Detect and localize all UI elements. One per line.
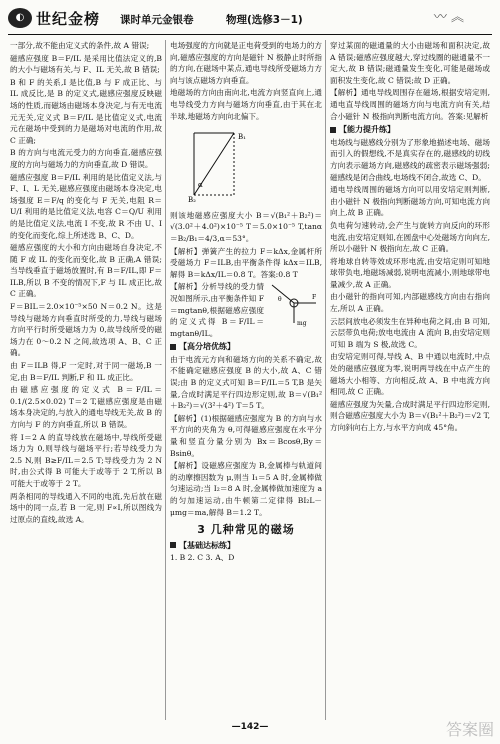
answer-text: 负电荷匀速转动,会产生与旋转方向反向的环形电流,由安培定则知,在圆盘中心处磁场方向向左,所以小磁针 N 极指向左,故 C 正确。 <box>330 220 490 254</box>
column-middle <box>170 40 322 565</box>
fig-label-alpha: α <box>198 181 203 190</box>
answer-text: 电场强度的方向就是正电荷受到的电场力的方向,磁感应强度的方向是磁针 N 极静止时所指的方向,在磁场中某点,通电导线所受磁场力方向与该点磁场方向垂直。 <box>170 41 322 85</box>
series-title: 课时单元金银卷 <box>120 14 194 26</box>
subject-title: 物理(选修3－1) <box>226 14 303 26</box>
answer-text: 两条相同的导线通入不同的电流,先后放在磁场中的同一点,若 B 一定,则 F∝I,所以图线为过原点的直线,故选 A。 <box>10 491 162 524</box>
column-divider <box>325 40 326 720</box>
answer-text: 【解析】分析导线的受力情况如图所示,由平衡条件知 F＝mgtanθ,根据磁感应强度的定义式得 B＝F/IL＝mgtanθ/IL。 <box>170 282 264 338</box>
answer-text: 地磁场的方向由南向北,电流方向竖直向上,通电导线受力方向与磁场方向垂直,由于其在北半球,地磁场方向向北偏下。 <box>170 88 322 121</box>
answer-text: 将 I＝2 A 的直导线放在磁场中,导线所受磁场力为 0,则导线与磁场平行;若导线受力为 2.5 N,则 B≥F/IL＝2.5 T;导线受力为 2 N 时,由公式得 B 可能大于或等于 2 T,所以 B 可能大于或等于 2 T。 <box>10 432 162 488</box>
section-heading: 【基础达标练】 <box>170 540 322 552</box>
answer-text: 【解析】弹簧产生的拉力 F＝kΔx,金属杆所受磁场力 F＝ILB,由平衡条件得 kΔx＝ILB,解得 B＝kΔx/IL＝0.8 T。答案:0.8 T <box>170 246 322 279</box>
column-right <box>330 40 490 435</box>
answer-text: B 的方向与电流元受力的方向垂直,磁感应强度的方向与磁场力的方向垂直,故 D 错误。 <box>10 148 162 169</box>
answer-text: 磁感应强度为矢量,合成时满足平行四边形定则,则合磁感应强度大小为 B＝√(B₁²＋B₂²)＝√2 T,方向斜向右上方,与水平方向成 45°角。 <box>330 399 490 432</box>
force-diagram-svg <box>266 281 322 327</box>
answer-text: 磁感应强度的大小和方向由磁场自身决定,不随 F 或 IL 的变化而变化,故 B 正确,A 错误;当导线垂直于磁场放置时,有 B＝F/IL,即 F＝ILB,所以 B 不变的情况下,F 与 IL 成正比,故 C 正确。 <box>10 243 162 299</box>
fig-label-mg: mg <box>297 320 307 328</box>
answer-text: 云层间放电必须发生在异种电荷之间,由 B 可知,云层带负电荷;放电电流由 A 流向 B,由安培定则可知 B 端为 S 极,故选 C。 <box>330 316 490 349</box>
section-heading: 【高分培优练】 <box>170 341 322 353</box>
header-rule <box>8 34 492 35</box>
fig-label-b2: B₂ <box>188 196 196 204</box>
fig-label-b1: B₁ <box>238 133 246 142</box>
answer-text: 磁感应强度 B＝F/IL 是采用比值法定义的,B 的大小与磁场有关,与 F、IL 无关,故 B 错误; <box>10 53 162 75</box>
answer-text: 通电导线周围的磁场方向可以用安培定则判断,由小磁针 N 极指向判断磁场方向,可知电流方向向上,故 B 正确。 <box>330 185 490 218</box>
answer-text: 由 F＝ILB 得,F 一定时,对于同一磁场,B 一定,由 B＝F/IL 判断,F 和 IL 成正比。 <box>10 361 162 382</box>
bird-decoration-icon: 〰 ︽ <box>433 10 464 25</box>
brand-logo-icon: ◐ <box>8 8 32 28</box>
answer-text: 【解析】(1)根据磁感应强度为 B 的方向与水平方向的夹角为 θ,可得磁感应强度在水平分量和竖直分量分别为 Bx＝Bcosθ,By＝Bsinθ。 <box>170 413 322 458</box>
answer-text: 将地球自转等效成环形电流,由安培定则可知地球带负电,地磁场减弱,说明电流减小,则地球带电量减少,故 A 正确。 <box>330 256 490 289</box>
watermark: 答案圈 <box>445 720 494 739</box>
force-block <box>170 281 322 339</box>
answer-text: 【解析】通电导线周围存在磁场,根据安培定则,通电直导线周围的磁场方向与电流方向有关,结合小磁针 N 极指向判断电流方向。答案:见解析 <box>330 88 490 121</box>
column-left <box>10 40 162 526</box>
answer-text: 则该地磁感应强度大小 B＝√(B₁²＋B₂²)＝√(3.0²＋4.0²)×10⁻⁵ T＝5.0×10⁻⁵ T,tanα＝B₂/B₁＝4/3,α＝53°。 <box>170 210 322 243</box>
answer-text: 磁感应强度 B＝F/IL 利用的是比值定义法,与 F、I、L 无关,磁感应强度由磁场本身决定,电场强度 E＝F/q 的变化与 F 无关,电阻 R＝U/I 利用的是比值定义法,电容 C＝Q/U 利用的是比值定义法,电流 I 不变,故 R 不由 U、I 的变化而变化,综上所述选 B、C、D。 <box>10 172 162 240</box>
chapter-title: 3 几种常见的磁场 <box>197 523 295 537</box>
answer-text: 【解析】设磁感应强度为 B,金属棒与轨道间的动摩擦因数为 μ,则当 I₁＝5 A 时,金属棒做匀速运动;当 I₂＝8 A 时,金属棒做加速度为 a 的匀加速运动,由牛顿第二定律得 BI₂L－μmg＝ma,解得 B＝1.2 T。 <box>170 461 322 517</box>
vector-diagram-svg <box>184 125 254 203</box>
answer-text: 由于电流元方向和磁场方向的关系不确定,故不能确定磁感应强度 B 的大小,故 A、C 错误;由 B 的定义式可知 B＝F/IL＝5 T,B 是矢量,合成时满足平行四边形定则,故 B＝√(B₁²＋B₂²)＝√(3²＋4²) T＝5 T。 <box>170 354 322 411</box>
brand-name: 世纪金榜 <box>36 10 101 28</box>
column-divider <box>165 40 166 720</box>
section-heading: 【能力提升练】 <box>330 124 490 136</box>
header <box>8 6 492 34</box>
answer-text: 电场线与磁感线分别为了形象地描述电场、磁场而引入的假想线,不是真实存在的,磁感线的切线方向表示磁场方向,磁感线的疏密表示磁场强弱;磁感线是闭合曲线,电场线不闭合,故选 C、D。 <box>330 137 490 182</box>
basic-answers: 1. B 2. C 3. A、D <box>170 553 235 563</box>
answer-text: 穿过某面的磁通量的大小由磁场和面积决定,故 A 错误;磁感应强度越大,穿过线圈的磁通量不一定大,故 B 错误;磁通量发生变化,可能是磁场或面积发生变化,故 C 错误;故 D 正确。 <box>330 41 490 85</box>
vector-diagram <box>184 125 322 207</box>
answer-text: F＝BIL＝2.0×10⁻⁵×50 N＝0.2 N。这是导线与磁场方向垂直时所受的力,导线与磁场方向平行时所受磁场力为 0,故导线所受的磁场力在 0～0.2 N 之间,故选项 A、B、C 正确。 <box>10 302 162 358</box>
page-number: —142— <box>231 722 269 732</box>
answer-text: B 和 F 的关系,I 是比值,B 与 F 成正比、与 IL 成反比,是 B 的定义式,磁感应强度反映磁场的性质,而磁场由磁场本身决定,与有无电流元无关,定义式 B＝F/IL 是比值定义式,电流元在磁场中受到的力是磁场对电流的作用,故 C 正确; <box>10 77 162 145</box>
answer-text: 由磁感应强度的定义式 B＝F/IL＝0.1/(2.5×0.02) T＝2 T,磁感应强度是由磁场本身决定的,与放入的通电导线无关,故 B 的方向与 F 的方向垂直,所以 B 错误。 <box>10 385 162 429</box>
fig-label-theta: θ <box>278 296 282 304</box>
answer-text: 由小磁针的指向可知,内部磁感线方向由右指向左,所以 A 正确。 <box>330 292 490 314</box>
fig-label-f: F <box>312 294 317 302</box>
answer-text: 一部分,故不能由定义式的条件,故 A 错误; <box>10 41 150 50</box>
answer-text: 由安培定则可得,导线 A、B 中通以电流时,中点处的磁感应强度为零,说明两导线在中点产生的磁场大小相等、方向相反,故 A、B 中电流方向相同,故 C 正确。 <box>330 352 490 397</box>
